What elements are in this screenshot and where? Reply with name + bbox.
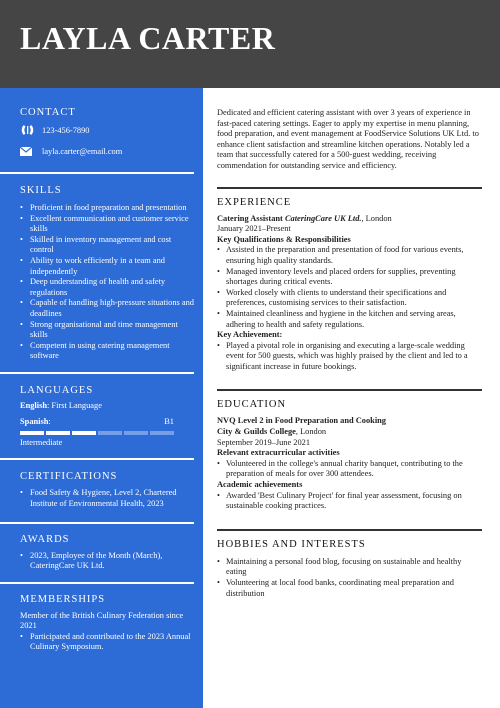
academic-item: • Awarded 'Best Culinary Project' for final year assessment, focusing on sustainable cooking practices. xyxy=(217,491,482,512)
awards-section xyxy=(20,524,194,572)
education-section xyxy=(217,391,482,511)
memberships-list xyxy=(20,632,194,653)
language-level-segment xyxy=(150,431,174,435)
language-spanish-suffix: : xyxy=(48,417,51,427)
header xyxy=(0,0,500,88)
language-spanish-code: B1 xyxy=(164,417,174,427)
extracurricular-list xyxy=(217,459,482,480)
skills-list xyxy=(20,203,194,362)
job-company: CateringCare UK Ltd. xyxy=(284,213,362,223)
education-dates: September 2019–June 2021 xyxy=(217,437,311,447)
skill-item: • Capable of handling high-pressure situations and deadlines xyxy=(20,298,194,319)
candidate-name: LAYLA CARTER xyxy=(20,20,276,56)
extracurricular-heading: Relevant extracurricular activities xyxy=(217,448,340,458)
responsibilities-list xyxy=(217,245,482,330)
job-title-line xyxy=(217,214,482,225)
academic-heading: Academic achievements xyxy=(217,480,303,490)
academic-list xyxy=(217,491,482,512)
awards-list xyxy=(20,551,194,572)
experience-title: EXPERIENCE xyxy=(217,196,292,208)
extracurricular-item: • Volunteered in the college's annual charity banquet, contributing to the preparation of meals for over 300 attendees. xyxy=(217,459,482,480)
contact-section xyxy=(20,88,194,158)
skill-item: • Proficient in food preparation and presentation xyxy=(20,203,194,214)
responsibility-item: • Worked closely with clients to understand their specifications and preferences, customising services to their satisfaction. xyxy=(217,288,482,309)
language-spanish xyxy=(20,417,174,428)
language-spanish-label: Spanish xyxy=(20,417,49,427)
achievement-item: • Played a pivotal role in organising and executing a large-scale wedding event for 500 guests, which was highly praised by the client and led to a significant increase in future bookings. xyxy=(217,341,482,373)
degree: NVQ Level 2 in Food Preparation and Cooking xyxy=(217,416,386,426)
certifications-list xyxy=(20,488,194,509)
job-location: , London xyxy=(361,213,392,223)
memberships-title: MEMBERSHIPS xyxy=(20,593,106,605)
language-level-segment xyxy=(20,431,44,435)
job-role: Catering Assistant xyxy=(217,213,283,223)
skill-item: • Skilled in inventory management and cost control xyxy=(20,235,194,256)
summary: Dedicated and efficient catering assistant with over 3 years of experience in fast-paced catering settings. Eager to apply my expertise in menu planning, food preparation, and event management at FoodService Solutions UK Ltd. to enhance client satisfaction and streamline kitchen operations. Notably led a team that successfully catered for a 500-guest wedding, receiving commendation for outstanding service and efficiency. xyxy=(217,108,479,170)
responsibility-item: • Assisted in the preparation and presentation of food for various events, ensuring high quality standards. xyxy=(217,245,482,266)
hobbies-list xyxy=(217,557,482,599)
language-english-value: : First Language xyxy=(47,400,102,410)
school-location: , London xyxy=(295,427,327,437)
qualifications-heading: Key Qualifications & Responsibilities xyxy=(217,234,351,244)
skill-item: • Ability to work efficiently in a team and independently xyxy=(20,256,194,277)
contact-title: CONTACT xyxy=(20,107,76,118)
membership-item: • Participated and contributed to the 2023 Annual Culinary Symposium. xyxy=(20,632,194,653)
main-content xyxy=(217,108,482,599)
hobby-item: • Maintaining a personal food blog, focusing on sustainable and healthy eating xyxy=(217,557,482,578)
memberships-intro: Member of the British Culinary Federation since 2021 xyxy=(20,610,184,631)
language-level-bar xyxy=(20,431,174,435)
skills-title: SKILLS xyxy=(20,185,62,196)
school-line xyxy=(217,427,482,438)
language-spanish-level: Intermediate xyxy=(20,437,63,447)
memberships-section xyxy=(20,584,194,653)
responsibility-item: • Maintained cleanliness and hygiene in the kitchen and serving areas, adhering to health and safety regulations. xyxy=(217,309,482,330)
language-level-segment xyxy=(46,431,70,435)
certification-item: • Food Safety & Hygiene, Level 2, Chartered Institute of Environmental Health, 2023 xyxy=(20,488,194,509)
phone-number[interactable]: 123-456-7890 xyxy=(42,125,90,135)
job-dates: January 2021–Present xyxy=(217,224,291,234)
school-name: City & Guilds College xyxy=(217,427,296,437)
skill-item: • Strong organisational and time management skills xyxy=(20,320,194,341)
certifications-section xyxy=(20,460,194,509)
hobbies-title: HOBBIES AND INTERESTS xyxy=(217,538,366,550)
skill-item: • Deep understanding of health and safety regulations xyxy=(20,277,194,298)
skills-section xyxy=(20,174,194,362)
email-row xyxy=(20,144,194,158)
awards-title: AWARDS xyxy=(20,533,70,545)
language-level-segment xyxy=(98,431,122,435)
sidebar xyxy=(0,88,203,708)
hobby-item: • Volunteering at local food banks, coordinating meal preparation and distribution xyxy=(217,578,482,599)
languages-title: LANGUAGES xyxy=(20,384,94,396)
language-level-segment xyxy=(124,431,148,435)
skill-item: • Excellent communication and customer service skills xyxy=(20,214,194,235)
education-title: EDUCATION xyxy=(217,399,287,411)
certifications-title: CERTIFICATIONS xyxy=(20,471,118,483)
phone-row xyxy=(20,123,194,137)
language-english xyxy=(20,401,194,412)
languages-section xyxy=(20,374,194,449)
envelope-icon xyxy=(20,147,42,156)
achievement-heading: Key Achievement: xyxy=(217,330,283,340)
language-level-segment xyxy=(72,431,96,435)
responsibility-item: • Managed inventory levels and placed orders for supplies, preventing shortages during critical events. xyxy=(217,267,482,288)
experience-section xyxy=(217,189,482,373)
phone-icon xyxy=(20,124,42,136)
hobbies-section xyxy=(217,531,482,599)
skill-item: • Competent in using catering management software xyxy=(20,341,194,362)
language-english-label: English xyxy=(20,400,48,410)
award-item: • 2023, Employee of the Month (March), CateringCare UK Ltd. xyxy=(20,551,194,572)
achievements-list xyxy=(217,341,482,373)
email-address[interactable]: layla.carter@email.com xyxy=(42,146,123,156)
